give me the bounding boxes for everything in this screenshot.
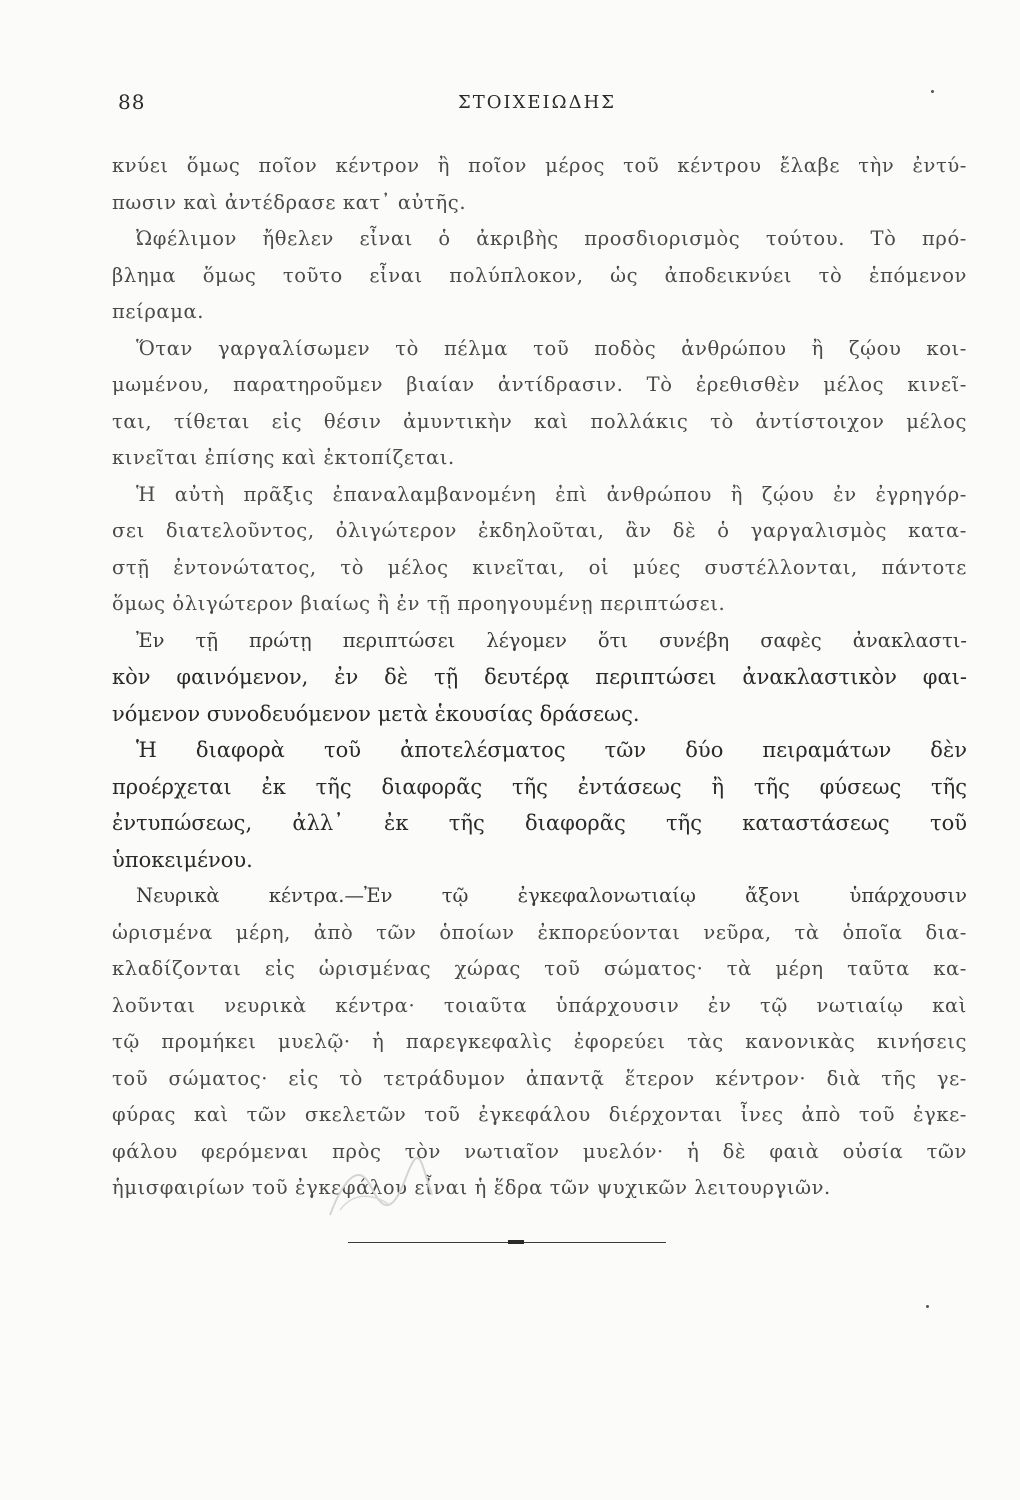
- pencil-scribble-mark: [320, 1155, 440, 1225]
- rule-ornament: [508, 1240, 524, 1244]
- text-line: Ὠφέλιμον ἤθελεν εἶναι ὁ ἀκριβὴς προσδιορισμὸς τούτου. Τὸ πρό-: [136, 227, 967, 250]
- text-line: Ἡ αὐτὴ πρᾶξις ἐπαναλαμβανομένη ἐπὶ ἀνθρώπου ἢ ζῴου ἐν ἐγρηγόρ-: [136, 482, 967, 506]
- text-line: Ἡ διαφορὰ τοῦ ἀποτελέσματος τῶν δύο πειραμάτων δὲν: [136, 738, 967, 762]
- text-line: Νευρικὰ κέντρα.—Ἐν τῷ ἐγκεφαλονωτιαίῳ ἄξονι ὑπάρχουσιν: [136, 884, 967, 907]
- text-line: μωμένου, παρατηροῦμεν βιαίαν ἀντίδρασιν. Τὸ ἐρεθισθὲν μέλος κινεῖ-: [112, 373, 967, 396]
- text-line: ται, τίθεται εἰς θέσιν ἀμυντικὴν καὶ πολλάκις τὸ ἀντίστοιχον μέλος: [112, 409, 967, 433]
- text-line: κνύει ὅμως ποῖον κέντρον ἢ ποῖον μέρος τοῦ κέντρου ἔλαβε τὴν ἐντύ-: [112, 154, 967, 177]
- text-line: προέρχεται ἐκ τῆς διαφορᾶς τῆς ἐντάσεως ἢ τῆς φύσεως τῆς: [112, 774, 967, 799]
- section-end-rule: [348, 1239, 666, 1247]
- text-line: ὑποκειμένου.: [112, 847, 253, 872]
- body-text: [112, 148, 967, 1207]
- text-line: ὅμως ὀλιγώτερον βιαίως ἢ ἐν τῇ προηγουμένῃ περιπτώσει.: [112, 592, 726, 615]
- text-line: ὡρισμένα μέρη, ἀπὸ τῶν ὁποίων ἐκπορεύονται νεῦρα, τὰ ὁποῖα δια-: [112, 920, 967, 944]
- text-line: πωσιν καὶ ἀντέδρασε κατ᾽ αὐτῆς.: [112, 190, 467, 214]
- text-line: Ὅταν γαργαλίσωμεν τὸ πέλμα τοῦ ποδὸς ἀνθρώπου ἢ ζῴου κοι-: [136, 336, 967, 360]
- text-line: νόμενον συνοδευόμενον μετὰ ἑκουσίας δράσεως.: [112, 701, 640, 726]
- text-line: Ἐν τῇ πρώτῃ περιπτώσει λέγομεν ὅτι συνέβη σαφὲς ἀνακλαστι-: [136, 628, 967, 652]
- text-line: λοῦνται νευρικὰ κέντρα· τοιαῦτα ὑπάρχουσιν ἐν τῷ νωτιαίῳ καὶ: [112, 993, 967, 1017]
- text-line: τῷ προμήκει μυελῷ· ἡ παρεγκεφαλὶς ἐφορεύει τὰς κανονικὰς κινήσεις: [112, 1030, 967, 1053]
- scan-speck: [931, 90, 934, 93]
- text-line: κλαδίζονται εἰς ὡρισμένας χώρας τοῦ σώματος· τὰ μέρη ταῦτα κα-: [112, 957, 967, 980]
- text-line: ἐντυπώσεως, ἀλλ᾽ ἐκ τῆς διαφορᾶς τῆς καταστάσεως τοῦ: [112, 811, 967, 835]
- page-header: [118, 90, 958, 118]
- text-line: κὸν φαινόμενον, ἐν δὲ τῇ δευτέρᾳ περιπτώσει ἀνακλαστικὸν φαι-: [112, 665, 967, 689]
- text-line: πείραμα.: [112, 300, 205, 323]
- text-line: βλημα ὅμως τοῦτο εἶναι πολύπλοκον, ὡς ἀποδεικνύει τὸ ἑπόμενον: [112, 263, 967, 287]
- page-number: 88: [118, 90, 146, 114]
- rule-line: [348, 1242, 666, 1243]
- text-line: φάλου φερόμεναι πρὸς τὸν νωτιαῖον μυελόν· ἡ δὲ φαιὰ οὐσία τῶν: [112, 1139, 967, 1163]
- running-title: ΣΤΟΙΧΕΙΩΔΗΣ: [458, 92, 617, 113]
- text-line: φύρας καὶ τῶν σκελετῶν τοῦ ἐγκεφάλου διέρχονται ἶνες ἀπὸ τοῦ ἐγκε-: [112, 1103, 967, 1126]
- scan-speck: [926, 1305, 929, 1308]
- text-line: τοῦ σώματος· εἰς τὸ τετράδυμον ἀπαντᾷ ἕτερον κέντρον· διὰ τῆς γε-: [112, 1066, 967, 1090]
- text-line: ἡμισφαιρίων τοῦ ἐγκεφάλου εἶναι ἡ ἕδρα τῶν ψυχικῶν λειτουργιῶν.: [112, 1176, 831, 1199]
- text-line: στῇ ἐντονώτατος, τὸ μέλος κινεῖται, οἱ μύες συστέλλονται, πάντοτε: [112, 555, 967, 579]
- text-line: σει διατελοῦντος, ὀλιγώτερον ἐκδηλοῦται, ἂν δὲ ὁ γαργαλισμὸς κατα-: [112, 519, 967, 542]
- text-line: κινεῖται ἐπίσης καὶ ἐκτοπίζεται.: [112, 446, 455, 469]
